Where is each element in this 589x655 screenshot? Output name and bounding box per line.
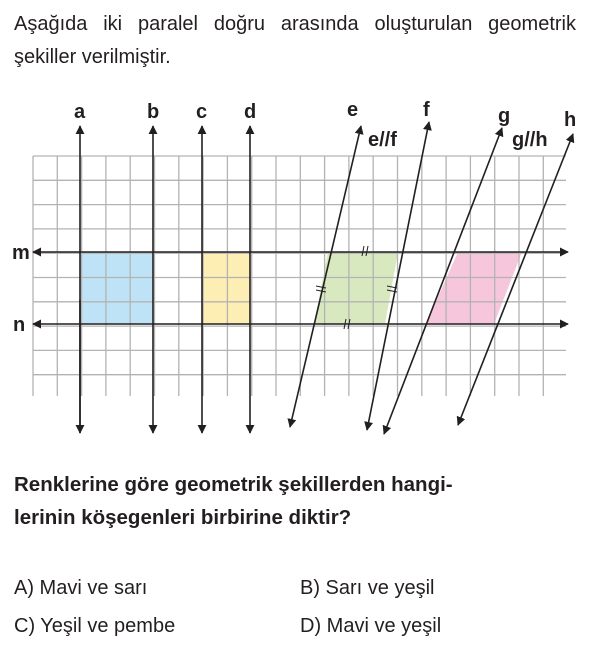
geometry-figure [0,90,589,450]
blue-square [80,252,153,324]
question-line-2: lerinin köşegenleri birbirine diktir? [14,506,352,529]
label-a: a [74,101,86,123]
label-n: n [13,314,26,336]
option-a[interactable]: A) Mavi ve sarı [14,577,148,599]
option-d[interactable]: D) Mavi ve yeşil [300,615,442,637]
option-b[interactable]: B) Sarı ve yeşil [300,577,435,599]
label-m: m [12,242,30,264]
yellow-rectangle [202,252,250,324]
intro-text: Aşağıda iki paralel doğru arasında oluşturulan geometrik şekiller verilmiştir. [14,13,576,68]
green-rhombus [314,252,398,324]
parallel-note-ef: e//f [368,129,397,151]
label-g: g [498,105,511,127]
parallel-note-gh: g//h [512,129,548,151]
question-line-1: Renklerine göre geometrik şekillerden hangi- [14,473,453,496]
label-b: b [147,101,160,123]
label-h: h [564,109,577,131]
label-c: c [196,101,208,123]
label-e: e [347,99,359,121]
label-d: d [244,101,257,123]
label-f: f [423,99,430,121]
option-c[interactable]: C) Yeşil ve pembe [14,615,176,637]
question-text [14,468,576,534]
